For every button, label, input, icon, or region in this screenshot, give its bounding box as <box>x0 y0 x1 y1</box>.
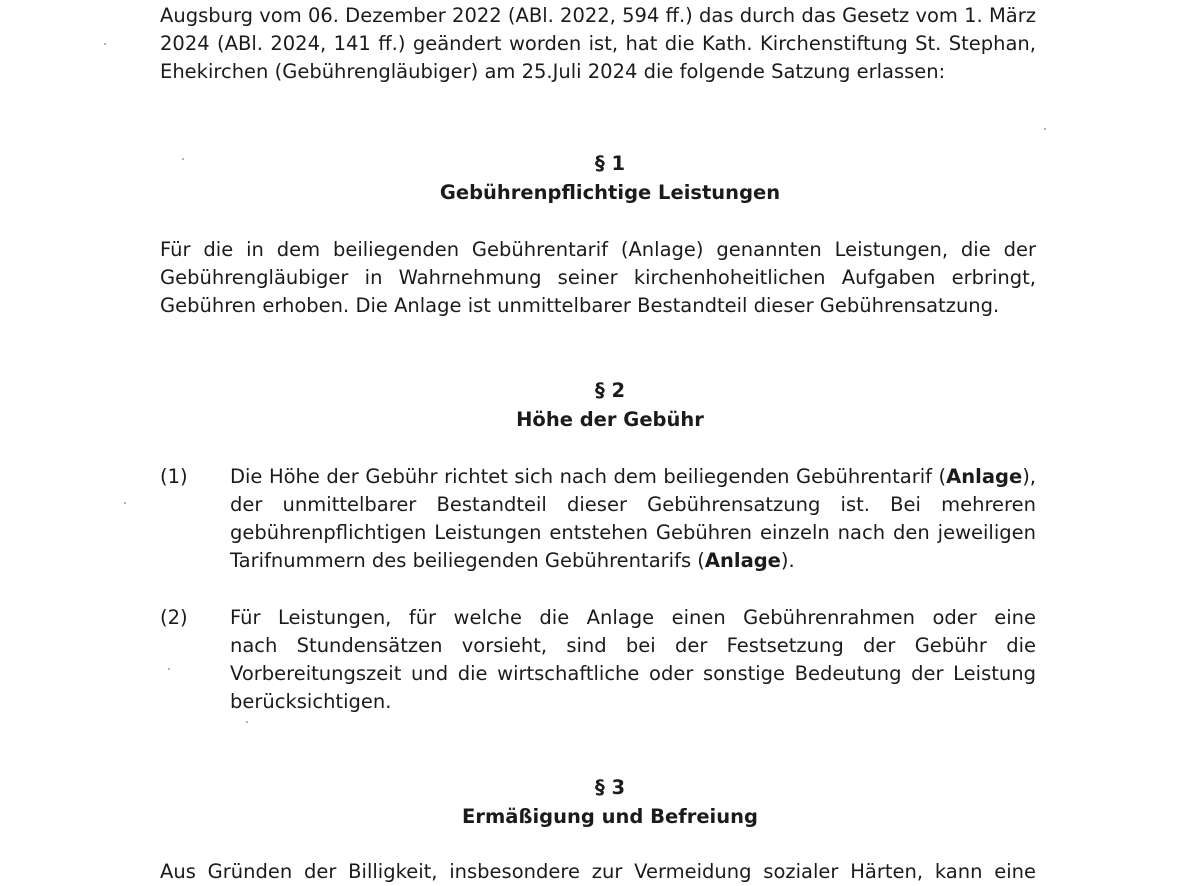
section-1-line-1: Für die in dem beiliegenden Gebührentarif (Anlage) genannten Leistungen, die der <box>160 238 1036 261</box>
section-3-number: § 3 <box>594 776 626 799</box>
scan-speck <box>104 43 106 45</box>
section-3-title: Ermäßigung und Befreiung <box>462 805 758 828</box>
paragraph-label-2: (2) <box>160 606 188 629</box>
paragraph-1-line-1: Die Höhe der Gebühr richtet sich nach dem beiliegenden Gebührentarif (Anlage), <box>230 465 1036 488</box>
scan-speck <box>124 502 126 504</box>
section-1-line-2: Gebührengläubiger in Wahrnehmung seiner kirchenhoheitlichen Aufgaben erbringt, <box>160 266 1036 289</box>
intro-line-1: Augsburg vom 06. Dezember 2022 (ABl. 2022, 594 ff.) das durch das Gesetz vom 1. März <box>160 4 1036 27</box>
paragraph-label-1: (1) <box>160 465 188 488</box>
paragraph-2-line-2: nach Stundensätzen vorsieht, sind bei der Festsetzung der Gebühr die <box>230 634 1036 657</box>
paragraph-2-line-1: Für Leistungen, für welche die Anlage einen Gebührenrahmen oder eine <box>230 606 1036 629</box>
intro-line-3: Ehekirchen (Gebührengläubiger) am 25.Juli 2024 die folgende Satzung erlassen: <box>160 60 946 83</box>
scan-speck <box>182 158 184 160</box>
scan-speck <box>168 668 170 670</box>
section-2-number: § 2 <box>594 379 626 402</box>
paragraph-1-line-2: der unmittelbarer Bestandteil dieser Gebührensatzung ist. Bei mehreren <box>230 493 1036 516</box>
section-1-line-3: Gebühren erhoben. Die Anlage ist unmittelbarer Bestandteil dieser Gebührensatzung. <box>160 294 1000 317</box>
intro-line-2: 2024 (ABl. 2024, 141 ff.) geändert worden ist, hat die Kath. Kirchenstiftung St. Stephan, <box>160 32 1036 55</box>
paragraph-2-line-3: Vorbereitungszeit und die wirtschaftliche oder sonstige Bedeutung der Leistung <box>230 662 1036 685</box>
section-1-title: Gebührenpflichtige Leistungen <box>439 181 781 204</box>
section-2-title: Höhe der Gebühr <box>516 408 704 431</box>
scan-speck <box>246 721 248 723</box>
scan-speck <box>1044 128 1046 130</box>
section-3-line-1: Aus Gründen der Billigkeit, insbesondere zur Vermeidung sozialer Härten, kann eine <box>160 860 1036 883</box>
paragraph-2-line-4: berücksichtigen. <box>230 690 392 713</box>
section-1-number: § 1 <box>594 152 626 175</box>
paragraph-1-line-3: gebührenpflichtigen Leistungen entstehen Gebühren einzeln nach den jeweiligen <box>230 521 1036 544</box>
paragraph-1-line-4: Tarifnummern des beiliegenden Gebührentarifs (Anlage). <box>230 549 795 572</box>
